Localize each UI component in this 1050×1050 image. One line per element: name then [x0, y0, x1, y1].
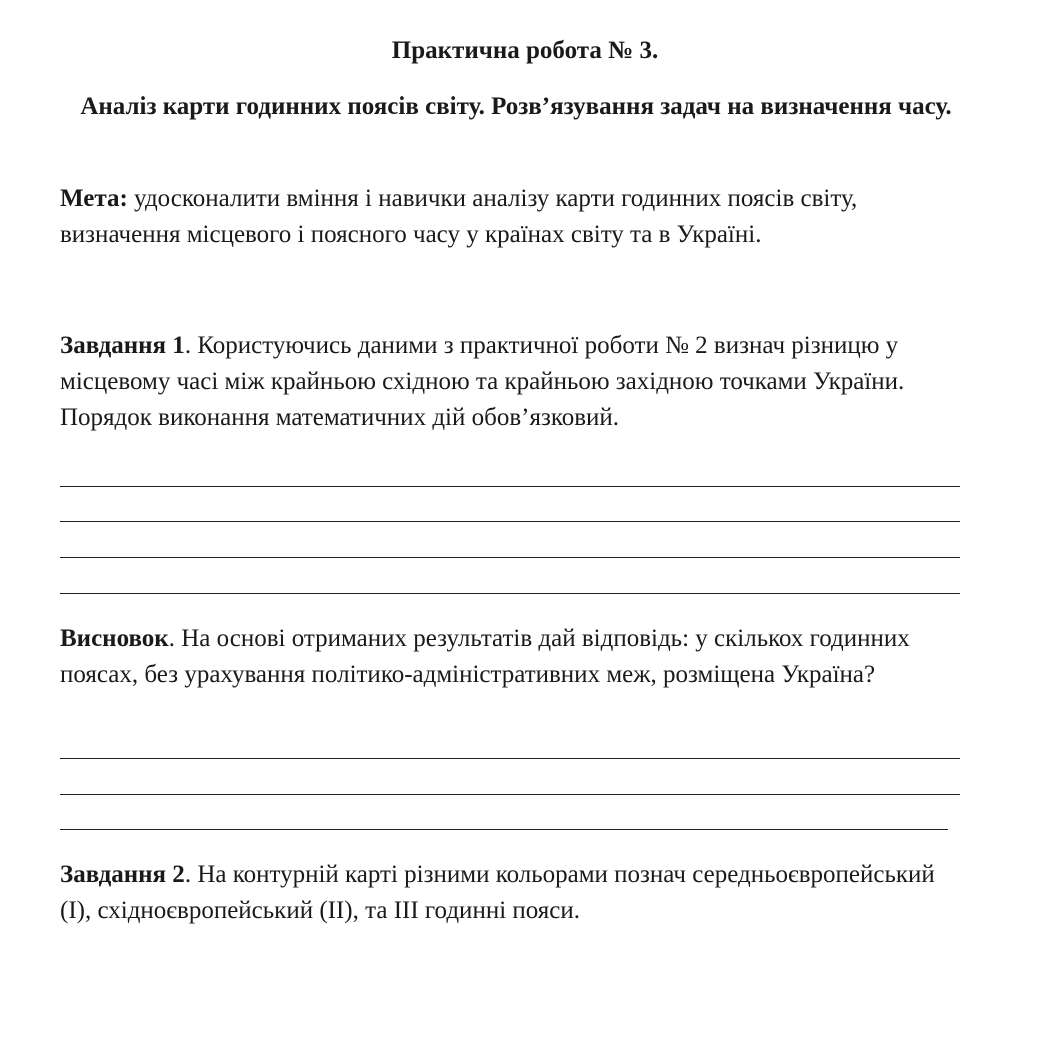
conclusion-answer-line-2[interactable]: [60, 794, 960, 795]
conclusion-paragraph: [60, 621, 965, 693]
conclusion-answer-line-1[interactable]: [60, 758, 960, 759]
task1-answer-line-3[interactable]: [60, 557, 960, 558]
task1-answer-line-1[interactable]: [60, 486, 960, 487]
task2-label: Завдання 2: [60, 861, 185, 888]
page-subtitle: Аналіз карти годинних поясів світу. Розв’язування задач на визначення часу.: [80, 93, 952, 120]
task1-answer-line-4[interactable]: [60, 593, 960, 594]
conclusion-label: Висновок: [60, 625, 169, 652]
task2-text: . На контурній карті різними кольорами познач середньоєвропейський (І), східноєвропейський (ІІ), та ІІІ годинні пояси.: [60, 861, 935, 924]
task2-paragraph: [60, 857, 965, 929]
goal-paragraph: [60, 181, 965, 253]
task1-answer-line-2[interactable]: [60, 521, 960, 522]
conclusion-text: . На основі отриманих результатів дай відповідь: у скількох годинних поясах, без урахування політико-адміністративних меж, розміщена Україна?: [60, 625, 910, 688]
task1-text: . Користуючись даними з практичної роботи № 2 визнач різницю у місцевому часі між крайньою східною та крайньою західною точками України. Порядок виконання математичних дій обов’язковий.: [60, 332, 905, 431]
task1-label: Завдання 1: [60, 332, 185, 359]
goal-label: Мета:: [60, 185, 128, 212]
page-title: Практична робота № 3.: [391, 37, 659, 64]
conclusion-answer-line-3[interactable]: [60, 829, 948, 830]
task1-paragraph: [60, 328, 965, 436]
goal-text: удосконалити вміння і навички аналізу карти годинних поясів світу, визначення місцевого і поясного часу у країнах світу та в Україні.: [60, 185, 858, 248]
